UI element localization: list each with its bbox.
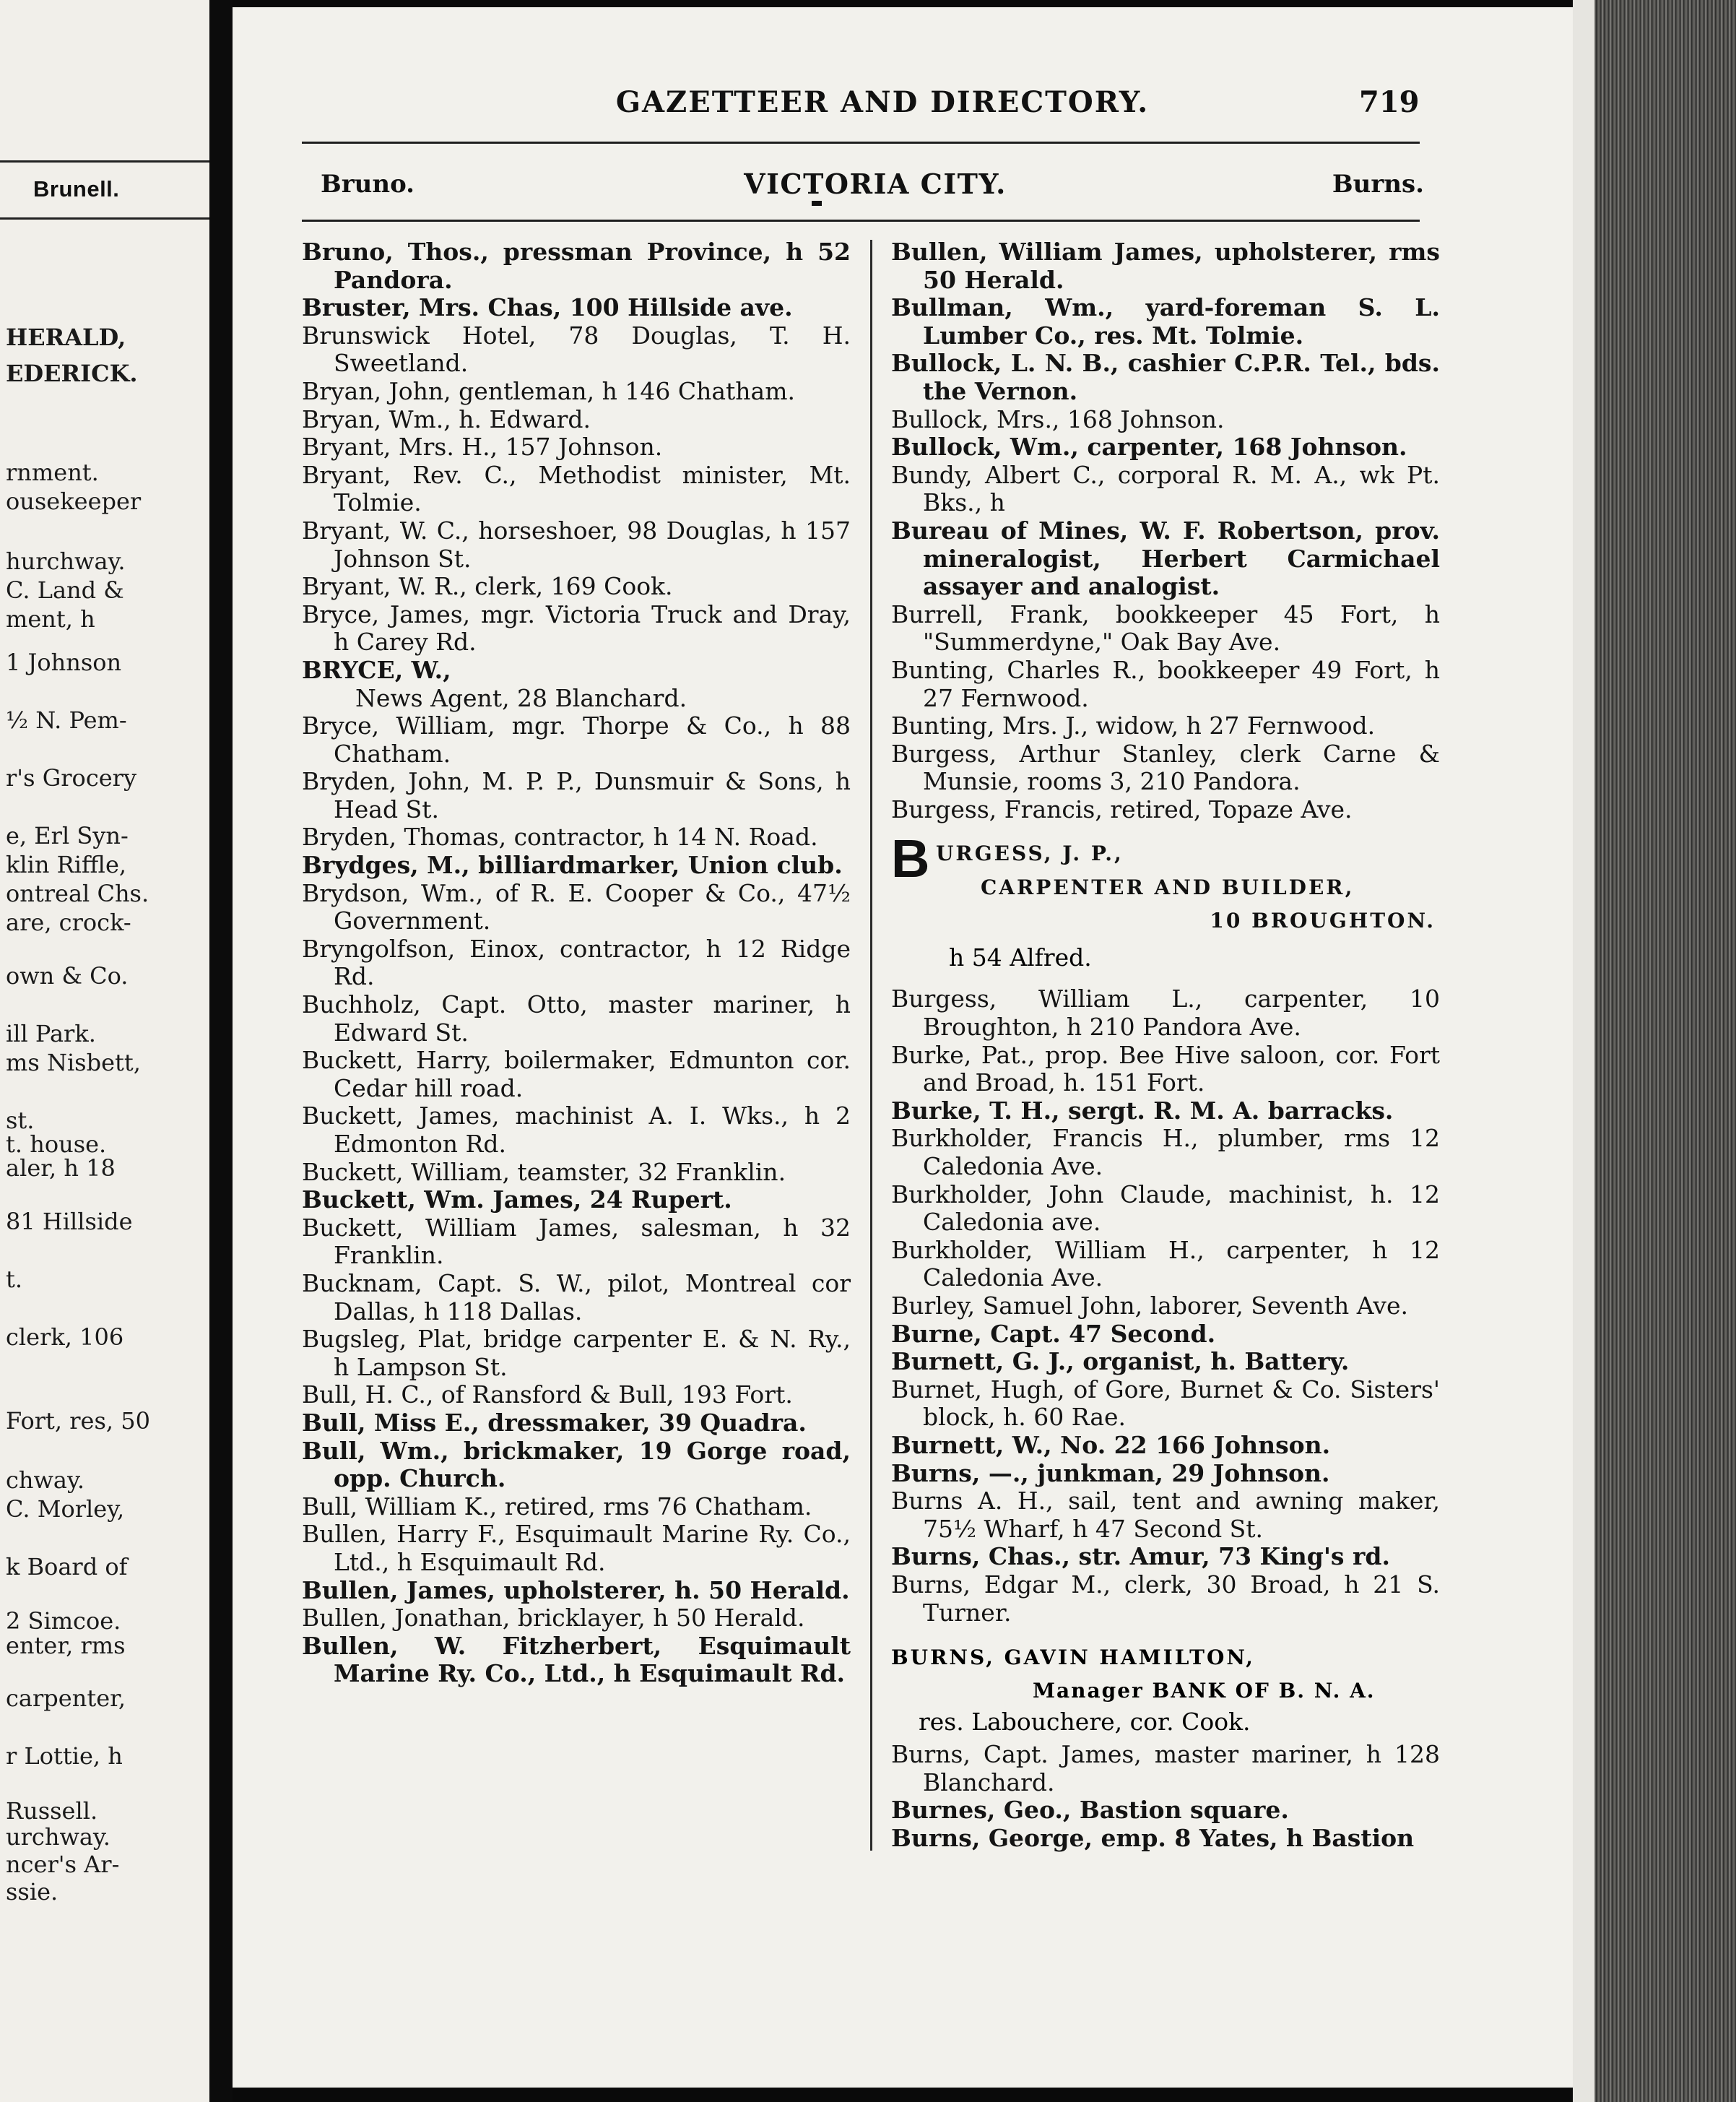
facing-page-line: aler, h 18: [6, 1154, 116, 1182]
directory-entry: Bull, Wm., brickmaker, 19 Gorge road, opp. Church.: [302, 1436, 851, 1493]
directory-entry: Burns, Capt. James, master mariner, h 128 Blanchard.: [891, 1740, 1440, 1796]
directory-entry: Burns, Chas., str. Amur, 73 King's rd.: [891, 1542, 1390, 1571]
directory-entry: Bruster, Mrs. Chas, 100 Hillside ave.: [302, 293, 793, 322]
right-column-entries-b: [891, 985, 1440, 1627]
ink-mark: [812, 201, 822, 206]
top-rule: [302, 142, 1420, 144]
directory-entry: Burns A. H., sail, tent and awning maker, 75½ Wharf, h 47 Second St.: [891, 1487, 1440, 1543]
burgess-advertisement: [891, 829, 1440, 972]
burns-residence: res. Labouchere, cor. Cook.: [919, 1708, 1251, 1736]
directory-entry: Bureau of Mines, W. F. Robertson, prov. mineralogist, Herbert Carmichael assayer and analogist.: [891, 516, 1440, 601]
facing-page-line: carpenter,: [6, 1684, 126, 1712]
facing-page-line: EDERICK.: [6, 360, 138, 387]
facing-page-line: k Board of: [6, 1553, 128, 1580]
directory-entry: Bryce, William, mgr. Thorpe & Co., h 88 Chatham.: [302, 712, 851, 768]
directory-entry: Burne, Capt. 47 Second.: [891, 1319, 1216, 1348]
burgess-dropcap: B: [891, 829, 930, 889]
directory-entry: Bryant, Rev. C., Methodist minister, Mt. Tolmie.: [302, 460, 851, 517]
facing-page-line: t.: [6, 1266, 23, 1293]
facing-page-line: ms Nisbett,: [6, 1049, 141, 1076]
directory-entry: Brydges, M., billiardmarker, Union club.: [302, 851, 843, 880]
directory-entry: Burgess, Arthur Stanley, clerk Carne & Munsie, rooms 3, 210 Pandora.: [891, 739, 1440, 796]
directory-entry: Buckett, Harry, boilermaker, Edmunton cor. Cedar hill road.: [302, 1046, 851, 1102]
directory-entry: Bryant, W. R., clerk, 169 Cook.: [302, 572, 673, 601]
directory-entry: Buckett, William James, salesman, h 32 Franklin.: [302, 1213, 851, 1270]
facing-page-left: [0, 0, 209, 2102]
directory-entry: Bucknam, Capt. S. W., pilot, Montreal cor Dallas, h 118 Dallas.: [302, 1268, 851, 1325]
directory-entry: Bryce, James, mgr. Victoria Truck and Dray, h Carey Rd.: [302, 600, 851, 657]
facing-page-line: r Lottie, h: [6, 1742, 123, 1770]
book-gutter: [209, 0, 233, 2102]
directory-entry: Burke, T. H., sergt. R. M. A. barracks.: [891, 1096, 1394, 1125]
right-column-entries-c: [891, 1741, 1440, 1852]
directory-entry: Bullock, Mrs., 168 Johnson.: [891, 405, 1225, 433]
facing-page-line: own & Co.: [6, 962, 129, 990]
facing-page-line: HERALD,: [6, 324, 126, 351]
facing-page-line: C. Land &: [6, 576, 124, 604]
directory-entry: Bullen, Harry F., Esquimault Marine Ry. Co., Ltd., h Esquimault Rd.: [302, 1520, 851, 1576]
facing-page-line: 2 Simcoe.: [6, 1607, 121, 1635]
facing-page-line: clerk, 106: [6, 1323, 124, 1351]
right-column: [891, 238, 1440, 1853]
right-column-entries-a: [891, 238, 1440, 823]
facing-page-line: rnment.: [6, 459, 99, 486]
directory-entry: Burley, Samuel John, laborer, Seventh Ave.: [891, 1292, 1408, 1320]
burgess-residence: h 54 Alfred.: [949, 943, 1092, 972]
directory-entry: Bryan, Wm., h. Edward.: [302, 405, 591, 433]
directory-entry: BRYCE, W.,: [302, 655, 451, 684]
directory-entry: Burns, Edgar M., clerk, 30 Broad, h 21 S. Turner.: [891, 1570, 1440, 1627]
directory-entry: Bullen, William James, upholsterer, rms 50 Herald.: [891, 238, 1440, 294]
directory-entry: Burgess, Francis, retired, Topaze Ave.: [891, 795, 1353, 823]
directory-entry: Bryden, John, M. P. P., Dunsmuir & Sons, h Head St.: [302, 767, 851, 823]
directory-entry: Bunting, Mrs. J., widow, h 27 Fernwood.: [891, 712, 1376, 740]
directory-entry: Burns, George, emp. 8 Yates, h Bastion: [891, 1823, 1415, 1852]
facing-page-line: chway.: [6, 1466, 84, 1494]
facing-page-line: are, crock-: [6, 909, 131, 936]
header-rule: [302, 220, 1420, 222]
left-column: [302, 238, 851, 1688]
directory-entry: Buchholz, Capt. Otto, master mariner, h Edward St.: [302, 990, 851, 1047]
directory-entry: Bunting, Charles R., bookkeeper 49 Fort, h 27 Fernwood.: [891, 655, 1440, 712]
directory-entry: Bullen, Jonathan, bricklayer, h 50 Herald.: [302, 1604, 805, 1632]
facing-page-line: t. house.: [6, 1130, 107, 1158]
directory-entry: Brunswick Hotel, 78 Douglas, T. H. Sweetland.: [302, 321, 851, 378]
facing-page-line: C. Morley,: [6, 1495, 125, 1523]
directory-entry: Burgess, William L., carpenter, 10 Broughton, h 210 Pandora Ave.: [891, 985, 1440, 1042]
page-title: GAZETTEER AND DIRECTORY.: [615, 85, 1150, 119]
burns-title: Manager BANK OF B. N. A.: [1033, 1679, 1376, 1703]
facing-page-running-head: Brunell.: [33, 176, 120, 202]
directory-entry: Bruno, Thos., pressman Province, h 52 Pandora.: [302, 238, 851, 294]
directory-entry: Bugsleg, Plat, bridge carpenter E. & N. Ry., h Lampson St.: [302, 1325, 851, 1381]
directory-entry: Burrell, Frank, bookkeeper 45 Fort, h "Summerdyne," Oak Bay Ave.: [891, 600, 1440, 657]
page-edges: [1573, 0, 1736, 2102]
burns-name: BURNS, GAVIN HAMILTON,: [891, 1645, 1255, 1670]
facing-page-line: e, Erl Syn-: [6, 822, 129, 849]
directory-entry: Buckett, William, teamster, 32 Franklin.: [302, 1157, 786, 1186]
directory-entry: Bullock, Wm., carpenter, 168 Johnson.: [891, 433, 1407, 462]
directory-entry: Burkholder, William H., carpenter, h 12 Caledonia Ave.: [891, 1235, 1440, 1292]
burgess-name: URGESS, J. P.,: [936, 842, 1124, 866]
directory-entry: Bull, H. C., of Ransford & Bull, 193 Fort.: [302, 1380, 793, 1409]
directory-entry: Buckett, James, machinist A. I. Wks., h 2 Edmonton Rd.: [302, 1102, 851, 1158]
directory-entry: Bryden, Thomas, contractor, h 14 N. Road.: [302, 823, 818, 852]
running-head-center: VICTORIA CITY.: [744, 168, 1007, 200]
directory-entry: Bryant, W. C., horseshoer, 98 Douglas, h 157 Johnson St.: [302, 516, 851, 573]
burns-advertisement: [891, 1641, 1440, 1736]
facing-page-line: r's Grocery: [6, 764, 137, 792]
directory-entry: Burkholder, John Claude, machinist, h. 12 Caledonia ave.: [891, 1180, 1440, 1237]
directory-entry: Brydson, Wm., of R. E. Cooper & Co., 47½ Government.: [302, 878, 851, 935]
directory-entry: Bullman, Wm., yard-foreman S. L. Lumber Co., res. Mt. Tolmie.: [891, 293, 1440, 350]
facing-page-line: ssie.: [6, 1878, 58, 1906]
facing-page-line: ontreal Chs.: [6, 880, 149, 907]
directory-entry: Burns, —., junkman, 29 Johnson.: [891, 1458, 1330, 1487]
facing-page-line: ill Park.: [6, 1020, 96, 1047]
facing-page-line: ousekeeper: [6, 488, 142, 515]
burgess-trade: CARPENTER AND BUILDER,: [981, 875, 1355, 900]
directory-entry: Buckett, Wm. James, 24 Rupert.: [302, 1185, 732, 1214]
page-edge-band: [1573, 0, 1594, 2102]
facing-page-line: ncer's Ar-: [6, 1851, 120, 1878]
facing-page-line: ment, h: [6, 605, 95, 633]
directory-entry: Bryngolfson, Einox, contractor, h 12 Ridge Rd.: [302, 934, 851, 991]
directory-entry: Bull, William K., retired, rms 76 Chatham.: [302, 1492, 812, 1521]
directory-entry: Burnett, G. J., organist, h. Battery.: [891, 1347, 1350, 1376]
directory-entry: Bundy, Albert C., corporal R. M. A., wk Pt. Bks., h: [891, 460, 1440, 517]
running-head-right: Burns.: [1332, 170, 1424, 199]
facing-page-line: ½ N. Pem-: [6, 706, 127, 734]
directory-entry: Burnes, Geo., Bastion square.: [891, 1796, 1289, 1825]
directory-page: [233, 7, 1573, 2088]
facing-page-line: urchway.: [6, 1823, 110, 1851]
facing-page-line: st.: [6, 1107, 35, 1134]
running-head-left: Bruno.: [321, 170, 415, 199]
facing-page-line: 81 Hillside: [6, 1208, 133, 1235]
facing-page-line: 1 Johnson: [6, 649, 122, 676]
directory-entry: Bullen, W. Fitzherbert, Esquimault Marine Ry. Co., Ltd., h Esquimault Rd.: [302, 1631, 851, 1688]
directory-entry: Burke, Pat., prop. Bee Hive saloon, cor. Fort and Broad, h. 151 Fort.: [891, 1040, 1440, 1097]
directory-entry: Bryant, Mrs. H., 157 Johnson.: [302, 433, 663, 462]
column-divider: [870, 240, 872, 1851]
directory-entry: Burnett, W., No. 22 166 Johnson.: [891, 1430, 1331, 1459]
facing-page-line: enter, rms: [6, 1632, 126, 1659]
directory-entry: Bullock, L. N. B., cashier C.P.R. Tel., bds. the Vernon.: [891, 349, 1440, 405]
directory-entry: Bullen, James, upholsterer, h. 50 Herald.: [302, 1575, 850, 1604]
facing-page-line: hurchway.: [6, 548, 126, 575]
directory-entry: News Agent, 28 Blanchard.: [355, 683, 687, 712]
burgess-address: 10 BROUGHTON.: [1210, 909, 1436, 933]
facing-page-line: klin Riffle,: [6, 851, 127, 878]
directory-entry: Burkholder, Francis H., plumber, rms 12 Caledonia Ave.: [891, 1124, 1440, 1181]
directory-entry: Bull, Miss E., dressmaker, 39 Quadra.: [302, 1408, 807, 1437]
directory-entry: Bryan, John, gentleman, h 146 Chatham.: [302, 376, 795, 405]
facing-page-line: Russell.: [6, 1797, 98, 1825]
directory-entry: Burnet, Hugh, of Gore, Burnet & Co. Sisters' block, h. 60 Rae.: [891, 1375, 1440, 1432]
page-number: 719: [1359, 85, 1420, 119]
facing-page-line: Fort, res, 50: [6, 1407, 150, 1435]
